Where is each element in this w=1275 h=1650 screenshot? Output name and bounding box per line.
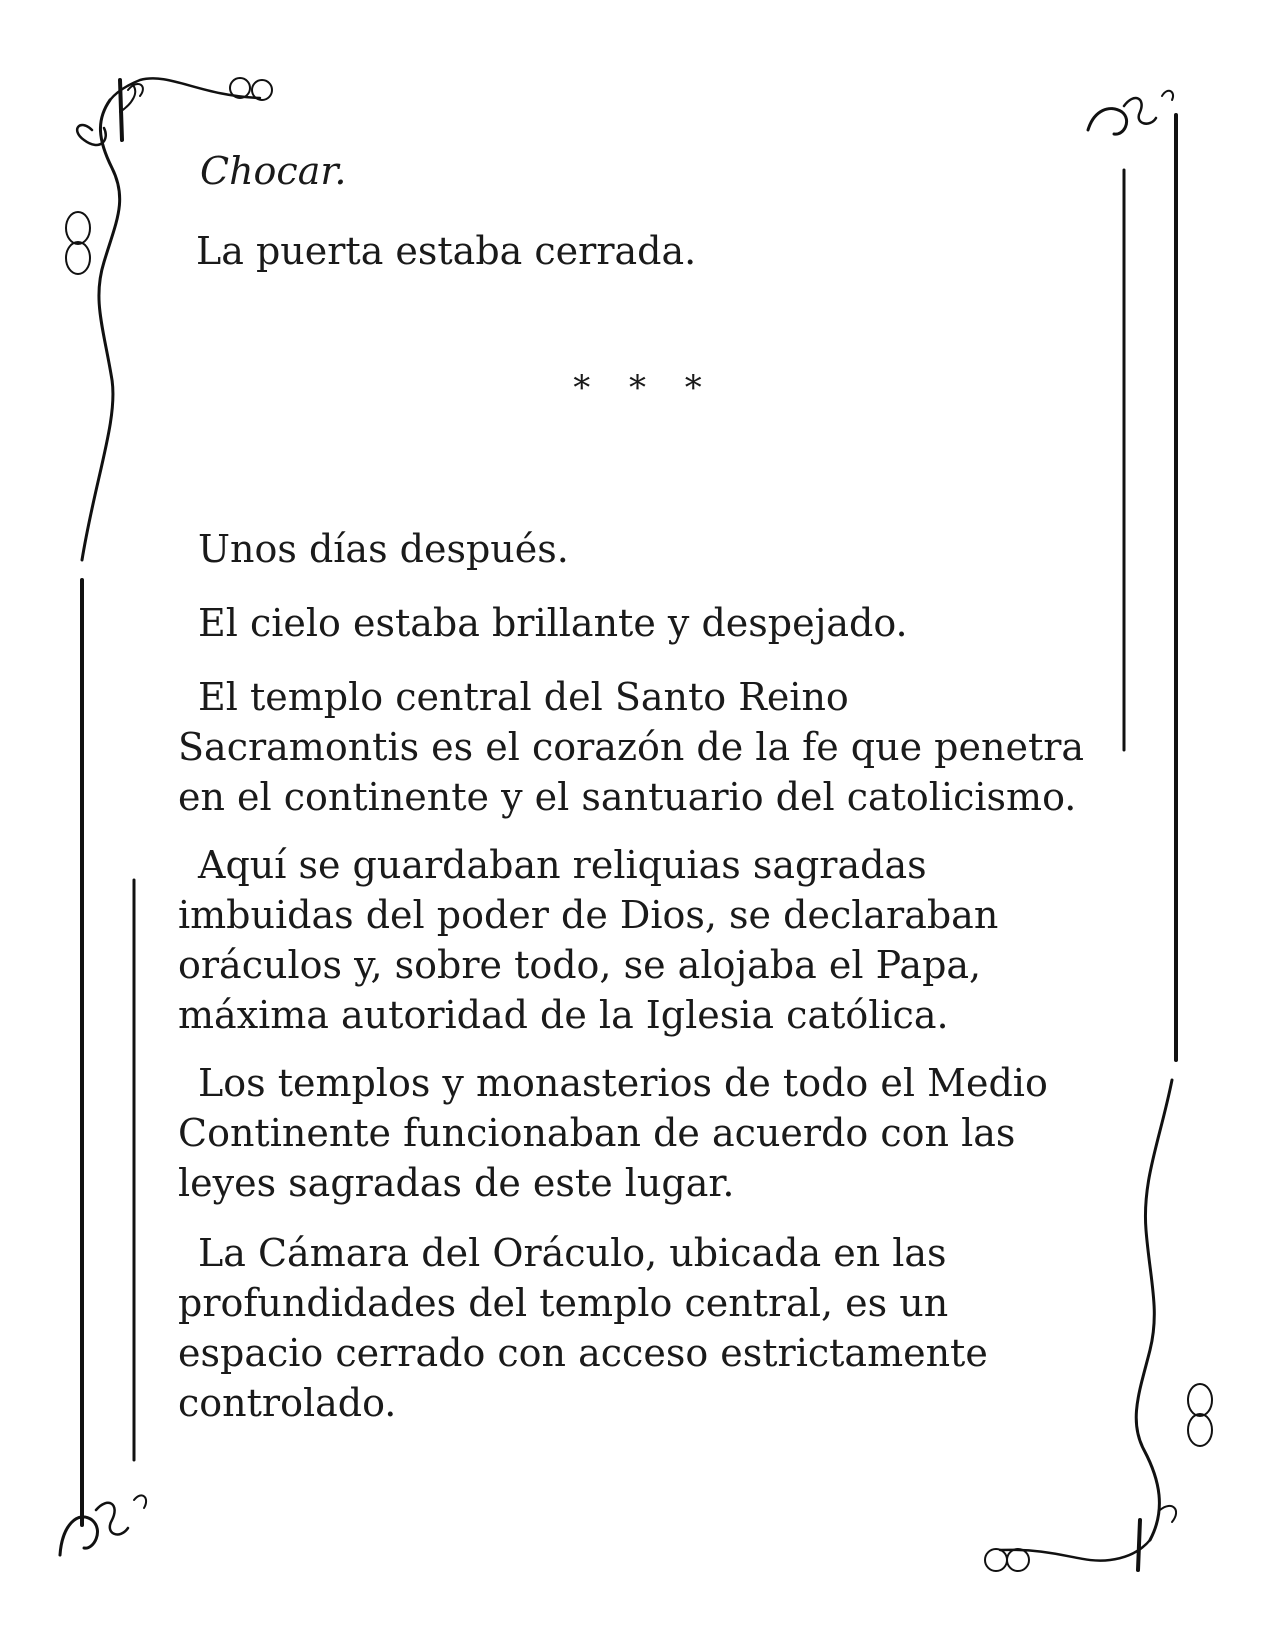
paragraph-puerta	[196, 226, 1096, 276]
text-line: Chocar.	[200, 149, 347, 193]
paragraph-chocar	[200, 146, 1100, 196]
paragraph-dias	[198, 524, 1098, 574]
text-line: La Cámara del Oráculo, ubicada en las	[198, 1231, 947, 1275]
paragraph-camara	[178, 1228, 1078, 1428]
text-line: espacio cerrado con acceso estrictamente	[178, 1331, 988, 1375]
top-right-flourish-icon	[1088, 91, 1173, 134]
text-line: oráculos y, sobre todo, se alojaba el Papa,	[178, 943, 982, 987]
paragraph-templo	[178, 672, 1085, 822]
text-line: Los templos y monasterios de todo el Medio	[198, 1061, 1048, 1105]
paragraph-templos	[178, 1058, 1078, 1208]
text-line: profundidades del templo central, es un	[178, 1281, 949, 1325]
text-line: controlado.	[178, 1381, 397, 1425]
text-line: El templo central del Santo Reino	[198, 675, 849, 719]
text-line: La puerta estaba cerrada.	[196, 229, 697, 273]
text-line: imbuidas del poder de Dios, se declaraban	[178, 893, 999, 937]
text-line: Continente funcionaban de acuerdo con las	[178, 1111, 1016, 1155]
text-line: leyes sagradas de este lugar.	[178, 1161, 735, 1205]
text-line: Sacramontis es el corazón de la fe que penetra	[178, 725, 1085, 769]
text-line: Aquí se guardaban reliquias sagradas	[198, 843, 927, 887]
paragraph-cielo	[198, 598, 1098, 648]
text-line: El cielo estaba brillante y despejado.	[198, 601, 908, 645]
scene-separator: * * *	[573, 368, 716, 408]
text-line: máxima autoridad de la Iglesia católica.	[178, 993, 949, 1037]
text-line: Unos días después.	[198, 527, 569, 571]
bottom-left-flourish-icon	[60, 1495, 146, 1555]
paragraph-aqui	[178, 840, 1078, 1040]
text-line: en el continente y el santuario del catolicismo.	[178, 775, 1077, 819]
